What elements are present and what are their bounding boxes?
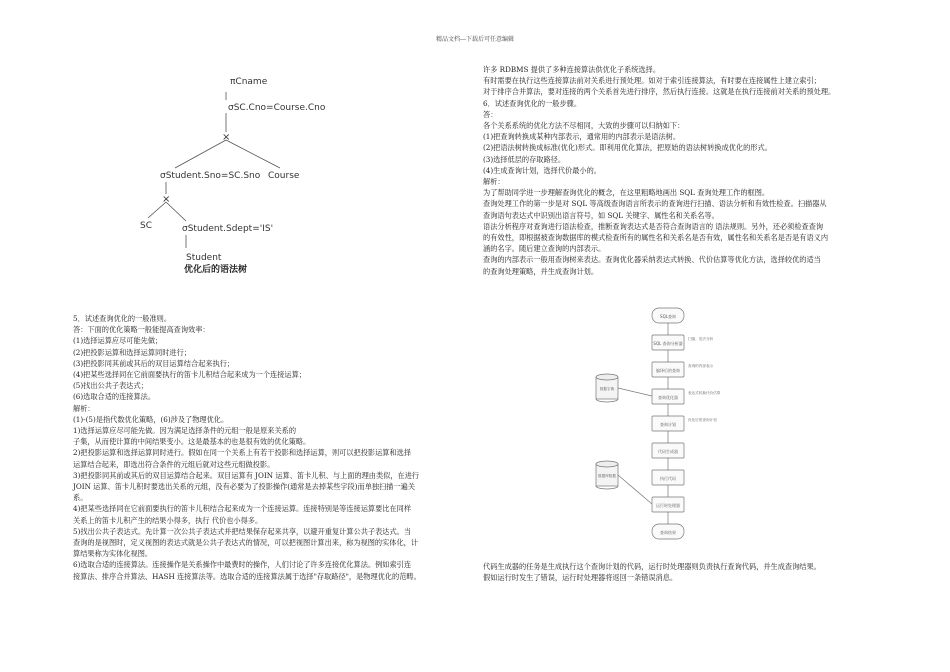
text-line: 涵的名字。随后建立查询的内部表示。 [483,244,606,254]
text-line: (3)选择低层的存取路径。 [483,154,566,164]
text-line: 子集，从而使计算的中间结果变小。这是最基本的也是很有效的优化策略。 [73,437,311,447]
text-line: 算结果称为实体化视图。 [73,549,153,559]
text-line: 接算法、排序合并算法、HASH 连接算法等。选取合适的连接算法属于选择"存取路径"，是物理优化的范畴。 [73,571,421,581]
flow-node-label: SQL查询 [660,314,676,319]
text-line: (1)选择运算应尽可能先做； [73,336,163,346]
text-line: 许多 RDBMS 提供了多种连接算法供优化子系统选择。 [483,65,661,74]
text-line: 有时需要在执行这些连接算法前对关系进行预处理。如对于索引连接算法，有时要在连接属性上建立索引； [483,76,821,86]
text-line: 6)选取合适的连接算法。连接操作是关系操作中最费时的操作，人们讨论了许多连接优化算法。例如索引连 [73,560,412,570]
flow-node-label: 查询优化器 [658,395,678,400]
text-line: 5．试述查询优化的一般准则。 [73,314,172,323]
tree-course: Course [268,171,300,181]
text-line: (5)找出公共子表达式； [73,381,148,391]
flow-annotation: 扫描、语法分析 [688,337,714,341]
right-column-text [483,64,883,277]
text-line: 解析： [73,403,95,413]
text-line: 语法分析程序对查询进行语法检查，推断查询表达式是否符合查询语言的 语法规则。另外，还必须检查查询 [483,221,824,231]
text-line: 运算结合起来，即选出符合条件的元组后就对这些元组做投影。 [73,459,275,469]
text-line: 1)选择运算应尽可能先做。因为满足选择条件的元组一般是原来关系的 [73,426,297,436]
tree-caption: 优化后的语法树 [184,265,248,275]
tree-select-student-sc: σStudent.Sno=SC.Sno [160,171,261,181]
flow-node-label: SQL 查询分析器 [653,341,683,346]
text-line: 6．试述查询优化的一般步骤。 [483,98,582,108]
text-line: 答：下面的优化策略一般能提高查询效率： [73,325,210,335]
right-column-bottom-text [483,561,883,583]
text-line: 解析： [483,177,505,187]
text-line: (4)把某些选择同在它前面要执行的笛卡儿积结合起来成为一个连接运算； [73,370,306,380]
database-icon [596,374,618,402]
text-line: 各个关系系统的优化方法不尽相同，大致的步骤可以归纳如下： [483,121,685,131]
flow-node-label: 查询计划 [660,422,676,427]
flow-annotation: 查询的内部表示 [688,364,714,368]
flow-node-label: 执行代码 [660,476,676,481]
text-line: 查询的是视图时，定义视图的表达式就是公共子表达式的情况，可以把视图计算出来，称为视图的实体化，计 [73,538,419,548]
flow-annotation: 优化后的查询计划 [688,418,717,422]
flow-node-label: 代码生成器 [658,449,678,454]
text-line: 代码生成器的任务是生成执行这个查询计划的代码，运行时处理器则负责执行查询代码，并生成查询结果。 [483,562,821,571]
text-line: 答： [483,109,498,119]
text-line: JOIN 运算、笛卡儿积时要选出关系的元组，没有必要为了投影操作(通常是去掉某些字段)而单独扫描一遍关 [73,482,416,492]
text-line: 关系上的笛卡儿积产生的结果小得多，执行 代价也小得多。 [73,515,263,525]
page-header: 精品文档---下载后可任意编辑 [435,36,515,43]
optimized-syntax-tree [120,60,360,275]
text-line: 4)把某些选择同在它前面要执行的笛卡儿积结合起来成为一个连接运算。连接特别是等连接运算要比在同样 [73,504,412,514]
database-icon [596,461,618,489]
query-processing-flowchart [588,302,748,552]
text-line: 查询语句表达式中识别出语言符号，如 SQL 关键字、属性名和关系名等。 [483,210,719,220]
tree-student: Student [186,253,222,263]
flow-node-label: 查询结果 [660,530,676,535]
text-line: 查询处理工作的第一步是对 SQL 等高级查询语言所表示的查询进行扫描、语法分析和有效性检查。扫描器从 [483,199,827,209]
text-line: 为了帮助同学进一步理解查询优化的概念，在这里粗略地画出 SQL 查询处理工作的框图。 [483,188,770,198]
text-line: 对于排序合并算法，要对连接的两个关系首先进行排序，然后执行连接。这就是在执行连接前对关系的预处理。 [483,87,836,97]
text-line: (3)把投影同其前或其后的双目运算结合起来执行； [73,358,235,368]
text-line: 3)把投影同其前或其后的双目运算结合起来。双目运算有 JOIN 运算、笛卡儿积、与上面的理由类似，在进行 [73,470,420,480]
left-column-text [73,313,468,582]
text-line: 的有效性，即根据被查询数据库的模式检查所有的属性名和关系名是否有效，属性名和关系名是否是有语义内 [483,233,829,243]
tree-root: πCname [230,77,268,87]
text-line: 查询的内部表示一般用查询树来表达。查询优化器采纳表达式转换、代价估算等优化方法，选择较优的适当 [483,255,821,265]
text-line: 假如运行时发生了错误，运行时处理器将返回一条错误消息。 [483,573,678,583]
text-line: (1)把查询转换成某种内部表示，通常用的内部表示是语法树。 [483,132,681,142]
text-line: (2)把投影运算和选择运算同时进行； [73,347,191,357]
text-line: (2)把语法树转换成标准(优化)形式。即利用优化算法，把原始的语法树转换成优化的形式。 [483,143,772,153]
database-label: 数据字典 [599,387,615,391]
text-line: (6)选取合适的连接算法。 [73,392,156,402]
tree-join-2: × [162,194,171,205]
text-line: 5)找出公共子表达式。先计算一次公共子表达式并把结果保存起来共享，以避开重复计算公共子表达式。当 [73,526,412,536]
database-label: 数据库数据 [598,474,616,478]
flow-node-label: 运行时处理器 [656,503,680,508]
tree-join-1: × [222,132,231,143]
text-line: (1)-(5)是指代数优化策略，(6)涉及了物理优化。 [73,414,229,424]
text-line: 的查询处理策略，并生成查询计划。 [483,266,599,276]
text-line: (4)生成查询计划，选择代价最小的。 [483,165,601,175]
tree-select-sc-course: σSC.Cno=Course.Cno [228,103,326,113]
text-line: 2)把投影运算和选择运算同时进行。假如在同一个关系上有若干投影和选择运算，则可以把投影运算和选择 [73,448,412,458]
tree-select-sdept: σStudent.Sdept='IS' [182,224,274,234]
flow-node-label: 编译后的查询 [656,368,680,373]
flow-annotation: 表达式转换代价估算 [688,391,721,395]
tree-sc: SC [140,221,152,231]
text-line: 系。 [73,493,88,503]
